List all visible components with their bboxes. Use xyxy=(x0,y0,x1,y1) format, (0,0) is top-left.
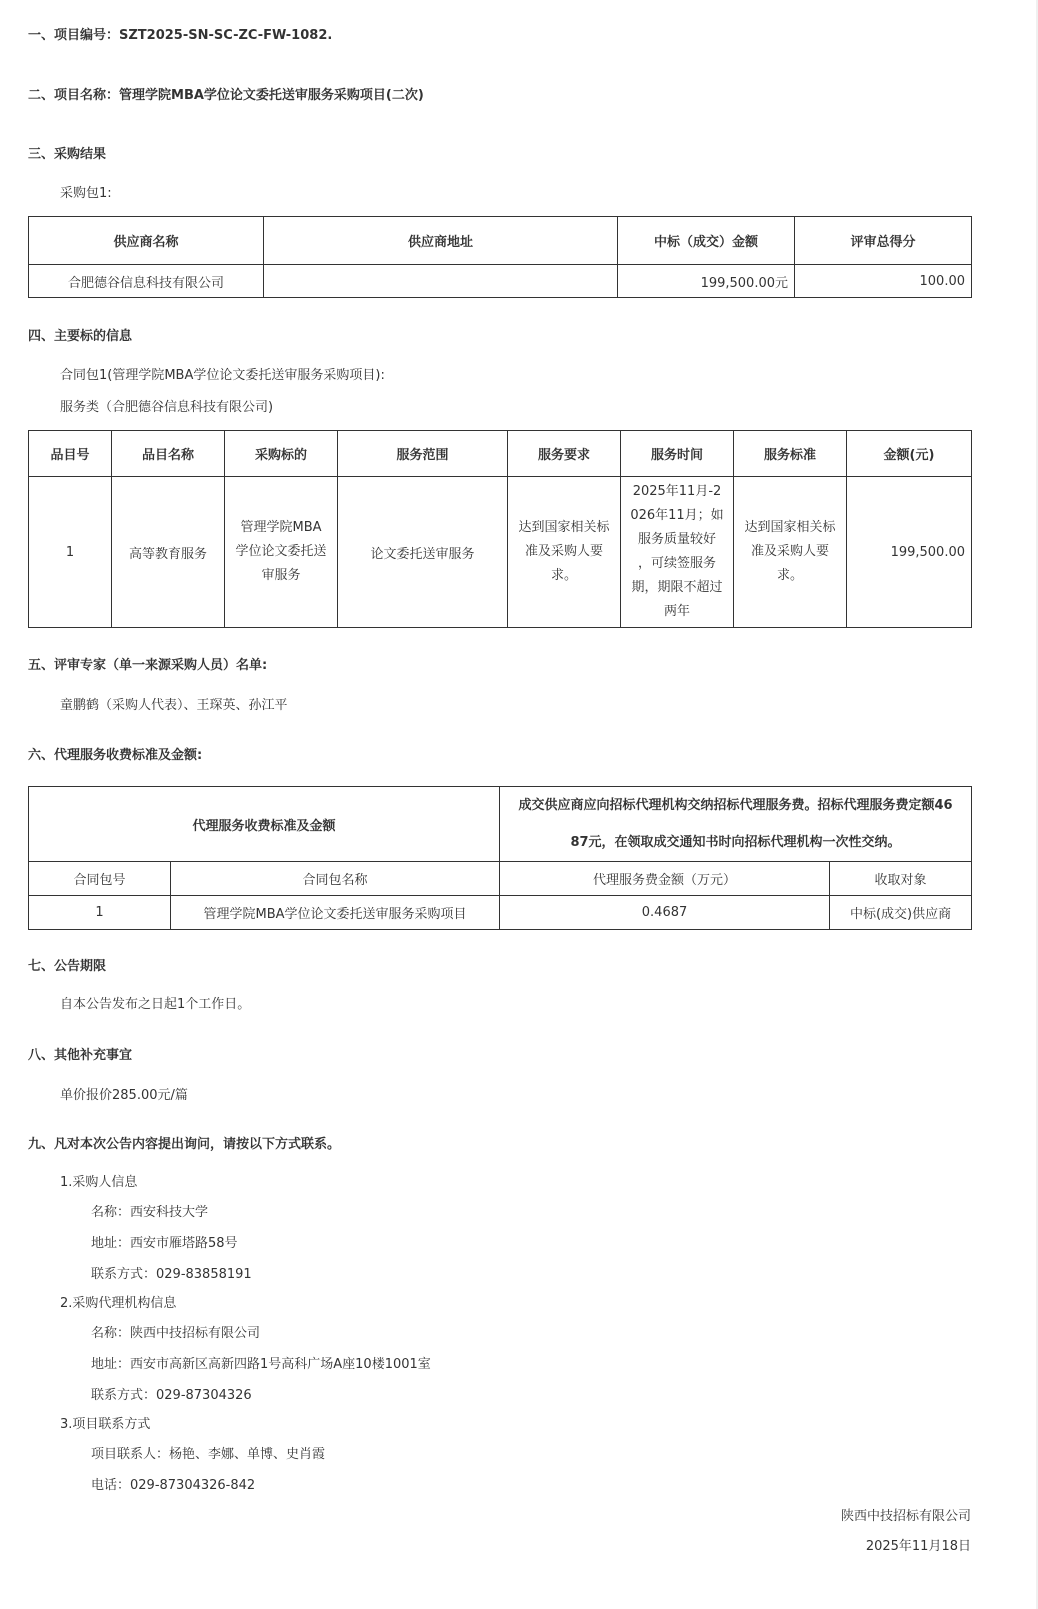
item-standard xyxy=(734,477,847,628)
period-text: 自本公告发布之日起1个工作日。 xyxy=(60,997,251,1012)
item-table xyxy=(28,430,972,628)
package-label: 采购包1: xyxy=(60,186,112,201)
expert-names: 童鹏鹤（采购人代表）、王琛英、孙江平 xyxy=(60,698,288,713)
project-name-label: 二、项目名称： xyxy=(28,88,120,103)
target-line: 学位论文委托送 xyxy=(235,544,327,559)
requirement-line: 达到国家相关标 xyxy=(518,520,610,535)
requirement-line: 准及采购人要 xyxy=(524,544,603,559)
fee-description-line: 87元，在领取成交通知书时向招标代理机构一次性交纳。 xyxy=(570,835,901,850)
header-target: 采购标的 xyxy=(225,431,338,477)
header-total-score: 评审总得分 xyxy=(795,217,972,265)
time-line: ，可续签服务 xyxy=(637,556,716,571)
fee-table-header xyxy=(29,862,972,896)
section-title-agency-fee: 六、代理服务收费标准及金额: xyxy=(28,748,203,763)
header-contract-name: 合同包名称 xyxy=(171,862,500,896)
unit-price-text: 单价报价285.00元/篇 xyxy=(60,1088,188,1103)
project-contact-phone: 电话：029-87304326-842 xyxy=(91,1478,256,1493)
standard-line: 达到国家相关标 xyxy=(744,520,836,535)
signature-date: 2025年11月18日 xyxy=(865,1539,971,1554)
buyer-contact: 联系方式：029-83858191 xyxy=(91,1267,252,1282)
fee-table xyxy=(28,786,972,930)
project-number-value: SZT2025-SN-SC-ZC-FW-1082. xyxy=(119,28,333,43)
supplier-name: 合肥德谷信息科技有限公司 xyxy=(29,265,264,298)
item-target xyxy=(225,477,338,628)
time-line: 期，期限不超过 xyxy=(631,580,723,595)
project-contact-title: 3.项目联系方式 xyxy=(60,1417,151,1432)
contract-package: 合同包1(管理学院MBA学位论文委托送审服务采购项目): xyxy=(60,368,385,383)
contract-name: 管理学院MBA学位论文委托送审服务采购项目 xyxy=(171,896,500,930)
header-contract-no: 合同包号 xyxy=(29,862,171,896)
header-requirement: 服务要求 xyxy=(508,431,621,477)
buyer-address: 地址：西安市雁塔路58号 xyxy=(91,1236,238,1251)
service-category: 服务类（合肥德谷信息科技有限公司) xyxy=(60,400,274,415)
section-title-main-info: 四、主要标的信息 xyxy=(28,329,133,344)
header-supplier-name: 供应商名称 xyxy=(29,217,264,265)
header-bid-amount: 中标（成交）金额 xyxy=(618,217,795,265)
buyer-title: 1.采购人信息 xyxy=(60,1175,138,1190)
fee-amount: 0.4687 xyxy=(500,896,830,930)
table-row xyxy=(29,265,972,298)
item-requirement xyxy=(508,477,621,628)
item-time xyxy=(621,477,734,628)
supplier-address xyxy=(264,265,618,298)
buyer-name: 名称：西安科技大学 xyxy=(91,1205,209,1220)
project-contact-people: 项目联系人：杨艳、李娜、单博、史肖霞 xyxy=(91,1447,326,1462)
time-line: 2025年11月-2 xyxy=(632,484,722,499)
time-line: 两年 xyxy=(663,604,690,619)
project-number-label: 一、项目编号： xyxy=(28,28,120,43)
time-line: 026年11月；如 xyxy=(630,508,724,523)
agency-name: 名称：陕西中技招标有限公司 xyxy=(91,1326,261,1341)
fee-description xyxy=(500,787,972,862)
header-supplier-address: 供应商地址 xyxy=(264,217,618,265)
payer: 中标(成交)供应商 xyxy=(830,896,972,930)
header-item-name: 品目名称 xyxy=(112,431,225,477)
project-name xyxy=(28,84,424,103)
section-title-contact: 九、凡对本次公告内容提出询问，请按以下方式联系。 xyxy=(28,1137,341,1152)
signature-company: 陕西中技招标有限公司 xyxy=(840,1509,971,1524)
project-name-value: 管理学院MBA学位论文委托送审服务采购项目(二次) xyxy=(119,88,424,103)
item-amount: 199,500.00 xyxy=(847,477,972,628)
header-item-no: 品目号 xyxy=(29,431,112,477)
project-number xyxy=(28,24,332,43)
table-row xyxy=(29,477,972,628)
agency-title: 2.采购代理机构信息 xyxy=(60,1296,177,1311)
agency-address: 地址：西安市高新区高新四路1号高科广场A座10楼1001室 xyxy=(91,1357,431,1372)
standard-line: 求。 xyxy=(776,568,803,583)
result-table-header xyxy=(29,217,972,265)
fee-table-summary xyxy=(29,787,972,862)
header-payer: 收取对象 xyxy=(830,862,972,896)
bid-amount: 199,500.00元 xyxy=(618,265,795,298)
fee-description-line: 成交供应商应向招标代理机构交纳招标代理服务费。招标代理服务费定额46 xyxy=(518,798,953,813)
header-fee-amount: 代理服务费金额（万元） xyxy=(500,862,830,896)
result-table xyxy=(28,216,972,298)
table-row xyxy=(29,896,972,930)
header-scope: 服务范围 xyxy=(338,431,508,477)
time-line: 服务质量较好 xyxy=(637,532,716,547)
contract-no: 1 xyxy=(29,896,171,930)
agency-contact: 联系方式：029-87304326 xyxy=(91,1388,252,1403)
requirement-line: 求。 xyxy=(550,568,577,583)
section-title-experts: 五、评审专家（单一来源采购人员）名单: xyxy=(28,658,268,673)
fee-table-title: 代理服务收费标准及金额 xyxy=(29,787,500,862)
total-score: 100.00 xyxy=(795,265,972,298)
section-title-other: 八、其他补充事宜 xyxy=(28,1048,133,1063)
item-scope: 论文委托送审服务 xyxy=(338,477,508,628)
target-line: 管理学院MBA xyxy=(240,520,322,535)
standard-line: 准及采购人要 xyxy=(750,544,829,559)
item-no: 1 xyxy=(29,477,112,628)
target-line: 审服务 xyxy=(261,568,301,583)
header-standard: 服务标准 xyxy=(734,431,847,477)
item-name: 高等教育服务 xyxy=(112,477,225,628)
header-amount: 金额(元) xyxy=(847,431,972,477)
item-table-header xyxy=(29,431,972,477)
section-title-period: 七、公告期限 xyxy=(28,959,107,974)
header-time: 服务时间 xyxy=(621,431,734,477)
section-title-result: 三、采购结果 xyxy=(28,147,107,162)
